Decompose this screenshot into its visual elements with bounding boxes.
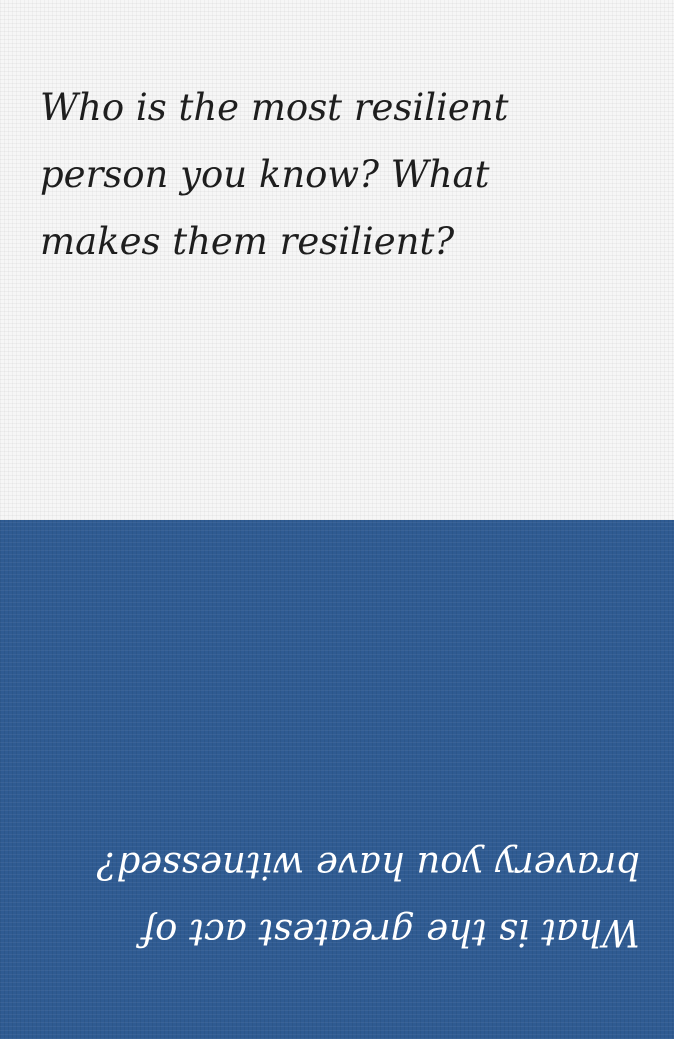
top-question-text: Who is the most resilient person you know? What makes them resilient? — [40, 86, 509, 263]
bottom-question-text-upside-down: What is the greatest act of bravery you have witnessed? — [96, 844, 640, 954]
